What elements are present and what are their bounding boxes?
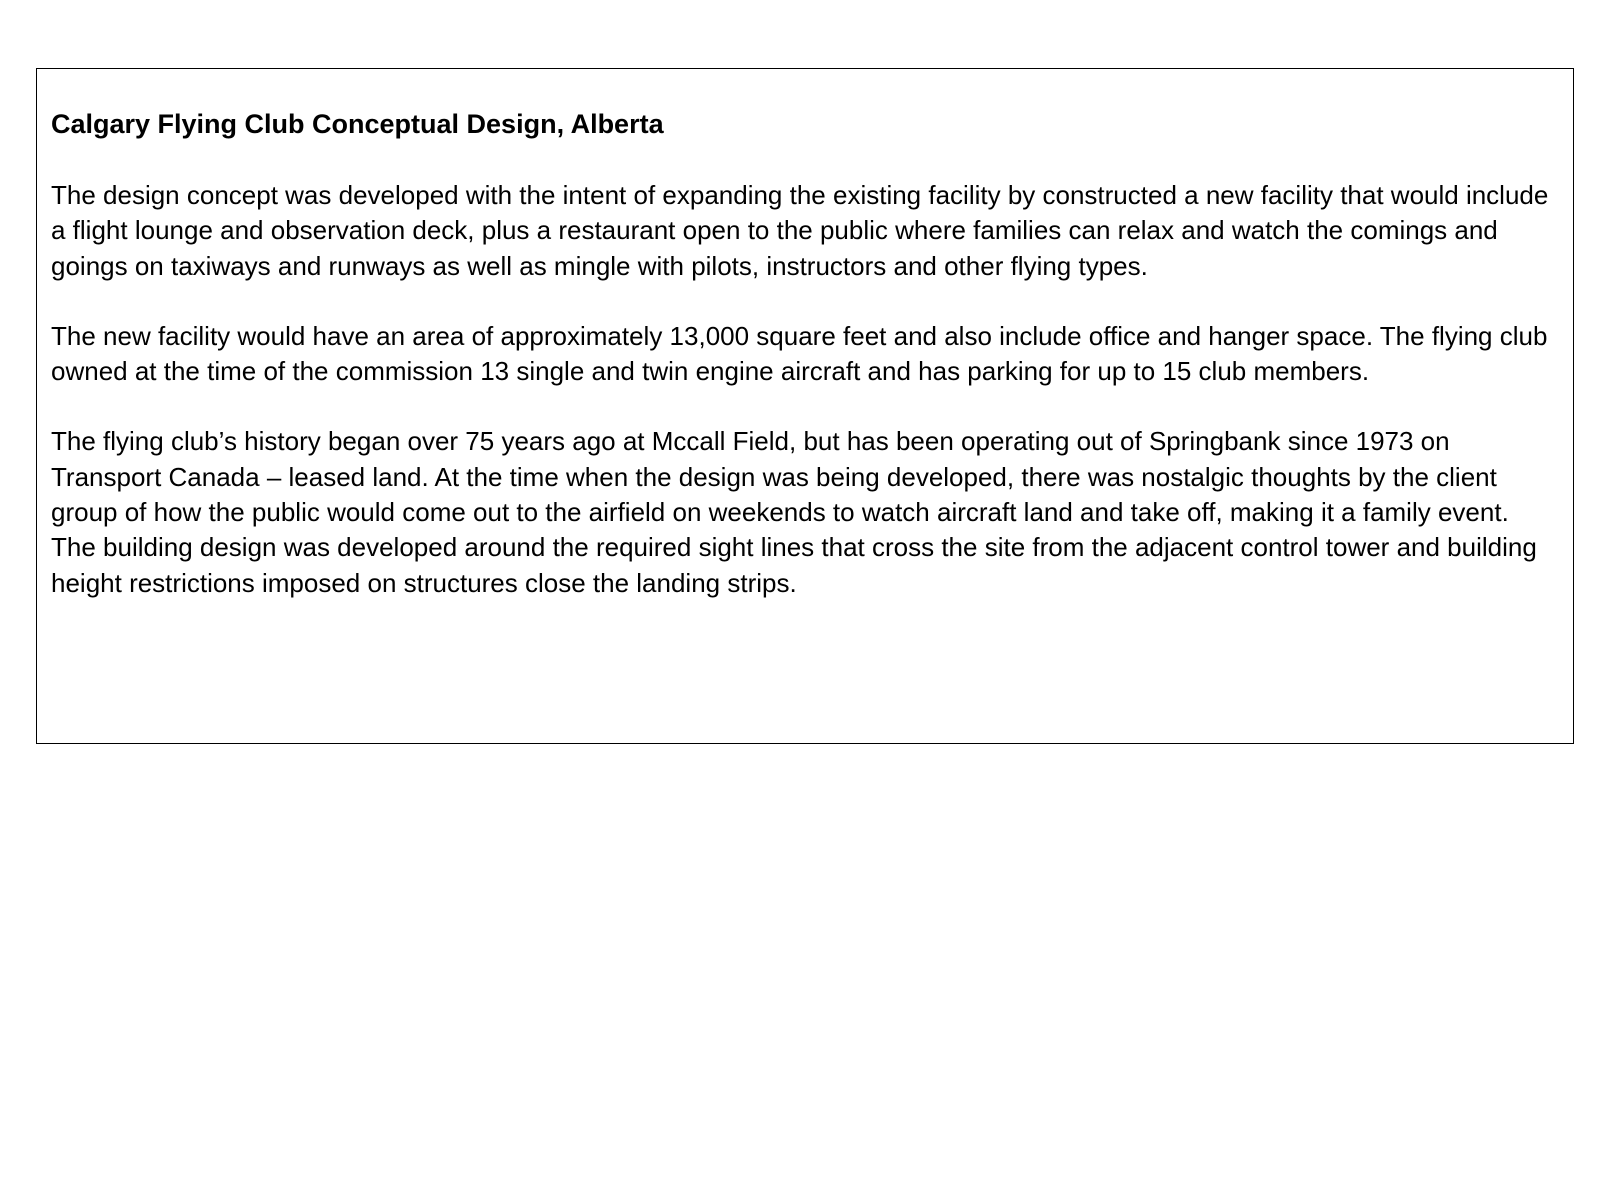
paragraph-facility-area: The new facility would have an area of approximately 13,000 square feet and also include office and hanger space. The flying club owned at the time of the commission 13 single and twin engine aircraft and has parking for up to 15 club members.	[51, 320, 1548, 387]
paragraph-club-history: The flying club’s history began over 75 years ago at Mccall Field, but has been operating out of Springbank since 1973 on Transport Canada – leased land. At the time when the design was being developed, there was nostalgic thoughts by the client group of how the public would come out to the airfield on weekends to watch aircraft land and take off, making it a family event. The building design was developed around the required sight lines that cross the site from the adjacent control tower and building height restrictions imposed on structures close the landing strips.	[51, 426, 1537, 598]
paragraph-design-concept: The design concept was developed with the intent of expanding the existing facility by constructed a new facility that would include a flight lounge and observation deck, plus a restaurant open to the public where families can relax and watch the comings and goings on taxiways and runways as well as mingle with pilots, instructors and other flying types.	[51, 180, 1549, 281]
document-title: Calgary Flying Club Conceptual Design, Alberta	[51, 109, 664, 139]
text-box	[36, 68, 1574, 744]
